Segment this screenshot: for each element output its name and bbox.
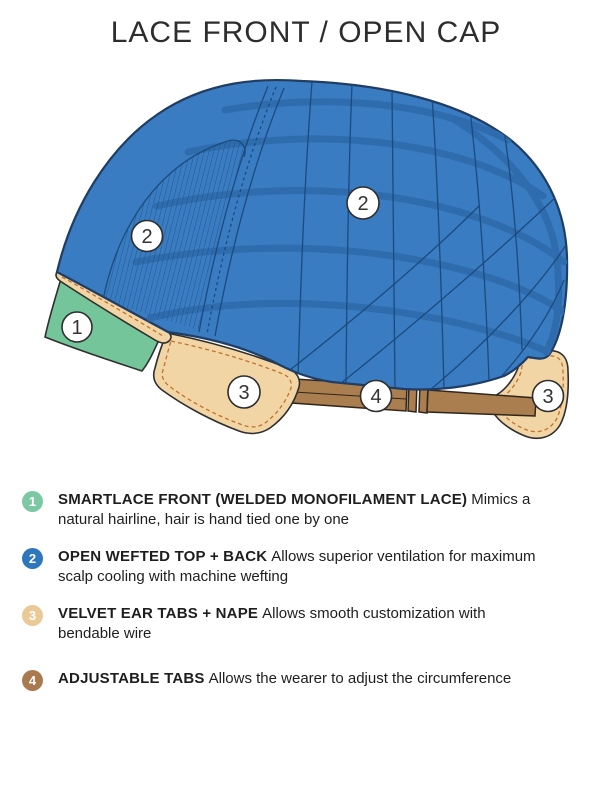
cap-diagram-svg xyxy=(0,76,612,454)
callout-2-back xyxy=(347,187,379,219)
legend-desc-4: Allows the wearer to adjust the circumference xyxy=(208,670,512,687)
legend xyxy=(22,490,590,709)
page-title: LACE FRONT / OPEN CAP xyxy=(110,16,502,49)
legend-text-3 xyxy=(58,604,548,643)
legend-badge-2: 2 xyxy=(22,548,43,569)
legend-badge-1: 1 xyxy=(22,491,43,512)
legend-term-3: VELVET EAR TABS + NAPE xyxy=(58,605,259,622)
legend-badge-3: 3 xyxy=(22,605,43,626)
legend-item-open-wefted xyxy=(22,547,590,586)
callout-3-ear-tab xyxy=(228,376,260,408)
legend-text-2 xyxy=(58,547,548,586)
legend-term-4: ADJUSTABLE TABS xyxy=(58,670,205,687)
legend-desc-3: Allows smooth customization with bendable wire xyxy=(58,605,486,642)
svg-text:3: 3 xyxy=(238,382,250,404)
callout-1 xyxy=(62,312,92,342)
legend-item-smartlace-front xyxy=(22,490,590,529)
callout-2-front xyxy=(132,221,163,252)
legend-item-adjustable-tabs xyxy=(22,669,590,691)
legend-term-2: OPEN WEFTED TOP + BACK xyxy=(58,548,268,565)
legend-text-1 xyxy=(58,490,548,529)
legend-item-velvet-ear-tabs xyxy=(22,604,590,643)
callout-3-nape xyxy=(533,381,564,412)
svg-text:2: 2 xyxy=(141,226,153,248)
legend-desc-1: Mimics a natural hairline, hair is hand tied one by one xyxy=(58,491,531,528)
svg-text:3: 3 xyxy=(542,386,554,408)
svg-text:2: 2 xyxy=(357,193,369,215)
legend-badge-4: 4 xyxy=(22,670,43,691)
legend-term-1: SMARTLACE FRONT (WELDED MONOFILAMENT LACE) xyxy=(58,491,468,508)
callout-4 xyxy=(361,381,392,412)
legend-desc-2: Allows superior ventilation for maximum scalp cooling with machine wefting xyxy=(58,548,536,585)
svg-text:1: 1 xyxy=(71,317,83,339)
svg-text:4: 4 xyxy=(370,386,382,408)
cap-diagram xyxy=(0,76,612,454)
legend-text-4 xyxy=(58,669,511,689)
